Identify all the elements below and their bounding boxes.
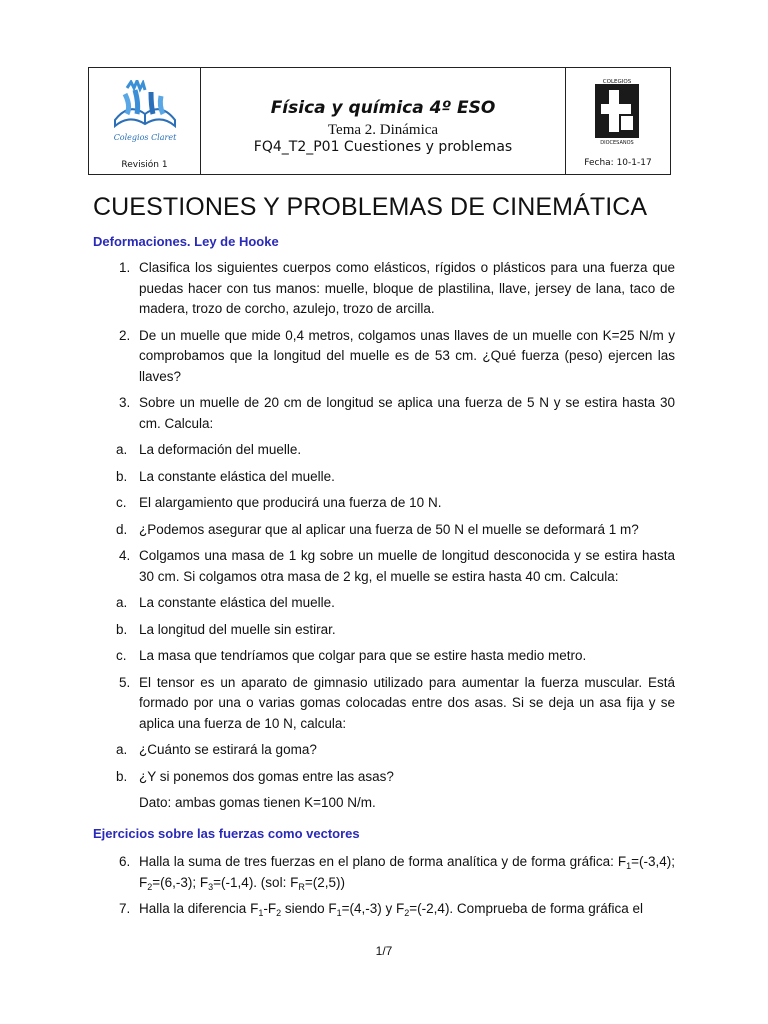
svg-text:COLEGIOS: COLEGIOS — [602, 79, 632, 85]
sub-item-text: La deformación del muelle. — [139, 442, 302, 457]
revision-label: Revisión 1 — [121, 160, 168, 170]
sub-item-text: El alargamiento que producirá una fuerza de 10 N. — [139, 495, 442, 510]
sub-item — [93, 620, 675, 641]
sub-item-letter: c. — [116, 495, 127, 510]
page-title: CUESTIONES Y PROBLEMAS DE CINEMÁTICA — [93, 193, 648, 221]
sub-item-letter: a. — [116, 742, 128, 757]
sub-item-text: La constante elástica del muelle. — [139, 468, 335, 484]
sub-item — [93, 520, 675, 541]
exercise-item — [93, 899, 675, 920]
sub-item — [93, 740, 675, 761]
date-label: Fecha: 10-1-17 — [584, 158, 652, 168]
document-code: FQ4_T2_P01 Cuestiones y problemas — [253, 139, 513, 155]
exercise-item — [93, 546, 675, 667]
exercise-number: 3. — [119, 395, 131, 410]
sub-item — [93, 593, 675, 614]
topic-title: Tema 2. Dinámica — [327, 122, 439, 138]
header-logo-cell — [89, 68, 201, 174]
exercise-number: 4. — [119, 548, 131, 563]
svg-text:DIOCESANOS: DIOCESANOS — [600, 140, 634, 146]
exercise-text: Colgamos una masa de 1 kg sobre un muelle de longitud desconocida y se estira hasta 30 cm. Si colgamos otra masa de 2 kg, el muelle se estira hasta 40 cm. Calcula: — [139, 548, 675, 584]
exercise-item — [93, 852, 675, 893]
sub-item-letter: a. — [116, 595, 128, 610]
exercise-note: Dato: ambas gomas tienen K=100 N/m. — [139, 795, 376, 810]
exercise-number: 2. — [119, 327, 131, 343]
header-date-cell — [566, 68, 670, 174]
exercise-text: De un muelle que mide 0,4 metros, colgamos unas llaves de un muelle con K=25 N/m y comprobamos que la longitud del muelle es de 53 cm. ¿Qué fuerza (peso) ejercen las llaves? — [139, 327, 675, 384]
page-number: 1/7 — [375, 944, 393, 958]
section-title-hooke: Deformaciones. Ley de Hooke — [93, 234, 279, 249]
sub-item-text: La constante elástica del muelle. — [139, 595, 335, 610]
sub-item-letter: a. — [116, 442, 128, 457]
exercise-item — [93, 393, 675, 540]
sub-item — [93, 467, 675, 488]
exercise-list — [93, 258, 675, 926]
exercise-number: 6. — [119, 854, 131, 869]
sub-item-text: ¿Cuánto se estirará la goma? — [139, 742, 317, 757]
sub-item — [93, 767, 675, 788]
sub-item-letter: b. — [116, 468, 128, 484]
sub-item-letter: c. — [116, 648, 127, 663]
exercise-item — [93, 258, 675, 320]
sub-item — [93, 440, 675, 461]
course-title: Física y química 4º ESO — [270, 98, 496, 118]
exercise-text: Sobre un muelle de 20 cm de longitud se aplica una fuerza de 5 N y se estira hasta 30 cm. Calcula: — [139, 395, 675, 431]
exercise-number: 1. — [119, 260, 131, 275]
sub-item-letter: b. — [116, 768, 128, 784]
sub-item — [93, 493, 675, 514]
exercise-number: 5. — [119, 674, 131, 690]
exercise-text: Halla la suma de tres fuerzas en el plano de forma analítica y de forma gráfica: $F_1=(-3,4)$; $F_2=(6,-3)$; $F_3=(-1,4)$. (sol: $F_R=(2,5)$) — [139, 854, 675, 892]
section-title-vectors: Ejercicios sobre las fuerzas como vectores — [93, 825, 360, 841]
sub-item-letter: d. — [116, 521, 128, 537]
sub-item — [93, 646, 675, 667]
sub-item-text: ¿Y si ponemos dos gomas entre las asas? — [139, 768, 394, 784]
exercise-number: 7. — [119, 901, 131, 916]
school-logo-right-icon — [581, 76, 653, 146]
header-title-cell — [201, 68, 566, 174]
school-logo-left-icon — [107, 80, 183, 146]
exercise-item — [93, 673, 675, 814]
svg-text:Colegios Claret: Colegios Claret — [113, 133, 177, 142]
exercise-text: El tensor es un aparato de gimnasio utilizado para aumentar la fuerza muscular. Está formado por una o varias gomas colocadas entre dos asas. Si se deja un asa fija y se aplica una fuerza de 10 N, calcula: — [139, 674, 675, 731]
sub-item-text: ¿Podemos asegurar que al aplicar una fuerza de 50 N el muelle se deformará 1 m? — [139, 521, 639, 537]
sub-item-letter: b. — [116, 621, 128, 637]
sub-item-text: La longitud del muelle sin estirar. — [139, 621, 336, 637]
exercise-text: Halla la diferencia $F_1-F_2$ siendo $F_1=(4,-3)$ y $F_2=(-2,4)$. Comprueba de forma gráfica el — [139, 901, 644, 918]
sub-item-text: La masa que tendríamos que colgar para que se estire hasta medio metro. — [139, 648, 587, 663]
header-table — [88, 67, 671, 175]
exercise-text: Clasifica los siguientes cuerpos como elásticos, rígidos o plásticos para una fuerza que puedas hacer con tus manos: muelle, bloque de plastilina, llave, jersey de lana, taco de madera, trozo de corcho, azulejo, trozo de arcilla. — [139, 260, 675, 316]
exercise-item — [93, 326, 675, 388]
